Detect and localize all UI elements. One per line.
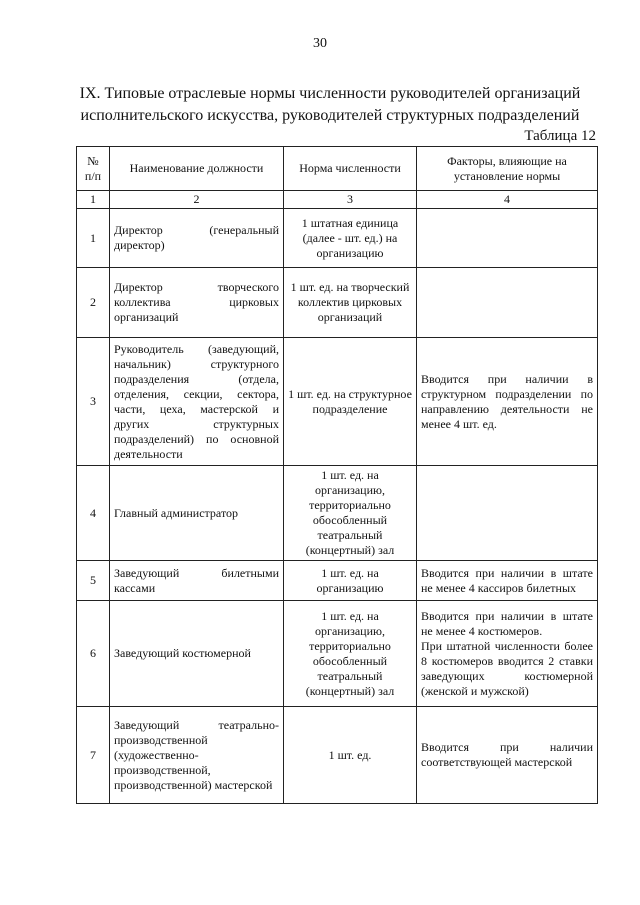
row-number: 1 bbox=[77, 209, 110, 268]
factors-cell: Вводится при наличии в структурном подразделении по направлению деятельности не менее 4 шт. ед. bbox=[417, 338, 598, 466]
norms-table bbox=[76, 146, 598, 804]
column-index: 3 bbox=[284, 191, 417, 209]
column-index: 4 bbox=[417, 191, 598, 209]
position-name: Директор (генеральный директор) bbox=[110, 209, 284, 268]
table-row bbox=[77, 601, 598, 707]
norm-value: 1 штатная единица (далее - шт. ед.) на организацию bbox=[284, 209, 417, 268]
section-title bbox=[60, 83, 600, 127]
table-row bbox=[77, 338, 598, 466]
row-number: 7 bbox=[77, 707, 110, 804]
norm-value: 1 шт. ед. на организацию, территориально обособленный театральный (концертный) зал bbox=[284, 466, 417, 561]
factors-cell bbox=[417, 209, 598, 268]
table-caption: Таблица 12 bbox=[524, 128, 596, 144]
norm-value: 1 шт. ед. на организацию bbox=[284, 561, 417, 601]
header-num: № п/п bbox=[77, 147, 110, 191]
row-number: 4 bbox=[77, 466, 110, 561]
row-number: 5 bbox=[77, 561, 110, 601]
factors-cell bbox=[417, 466, 598, 561]
row-number: 6 bbox=[77, 601, 110, 707]
position-name: Заведующий билетными кассами bbox=[110, 561, 284, 601]
table-row bbox=[77, 466, 598, 561]
position-name: Заведующий костюмерной bbox=[110, 601, 284, 707]
column-index: 2 bbox=[110, 191, 284, 209]
column-index-row bbox=[77, 191, 598, 209]
norm-value: 1 шт. ед. на творческий коллектив цирковых организаций bbox=[284, 268, 417, 338]
header-norm: Норма численности bbox=[284, 147, 417, 191]
norm-value: 1 шт. ед. на организацию, территориально обособленный театральный (концертный) зал bbox=[284, 601, 417, 707]
factors-cell: Вводится при наличии в штате не менее 4 кассиров билетных bbox=[417, 561, 598, 601]
position-name: Заведующий театрально-производственной (художественно-производственной, производственной) мастерской bbox=[110, 707, 284, 804]
position-name: Руководитель (заведующий, начальник) структурного подразделения (отдела, отделения, секции, сектора, части, цеха, мастерской и других структурных подразделений) по основной деятельности bbox=[110, 338, 284, 466]
table-row bbox=[77, 707, 598, 804]
section-title-line-1: IX. Типовые отраслевые нормы численности руководителей организаций bbox=[79, 85, 581, 102]
norm-value: 1 шт. ед. на структурное подразделение bbox=[284, 338, 417, 466]
column-index: 1 bbox=[77, 191, 110, 209]
position-name: Главный администратор bbox=[110, 466, 284, 561]
header-factors: Факторы, влияющие на установление нормы bbox=[417, 147, 598, 191]
table-row bbox=[77, 561, 598, 601]
factors-cell: Вводится при наличии соответствующей мастерской bbox=[417, 707, 598, 804]
factors-cell bbox=[417, 268, 598, 338]
table-row bbox=[77, 268, 598, 338]
section-title-line-2: исполнительского искусства, руководителей структурных подразделений bbox=[80, 107, 580, 124]
factors-cell: Вводится при наличии в штате не менее 4 костюмеров. При штатной численности более 8 костюмеров вводится 2 ставки заведующих костюмерной (женской и мужской) bbox=[417, 601, 598, 707]
position-name: Директор творческого коллектива цирковых организаций bbox=[110, 268, 284, 338]
row-number: 2 bbox=[77, 268, 110, 338]
row-number: 3 bbox=[77, 338, 110, 466]
page-number: 30 bbox=[313, 36, 327, 51]
table-header-row bbox=[77, 147, 598, 191]
header-name: Наименование должности bbox=[110, 147, 284, 191]
table-row bbox=[77, 209, 598, 268]
norm-value: 1 шт. ед. bbox=[284, 707, 417, 804]
